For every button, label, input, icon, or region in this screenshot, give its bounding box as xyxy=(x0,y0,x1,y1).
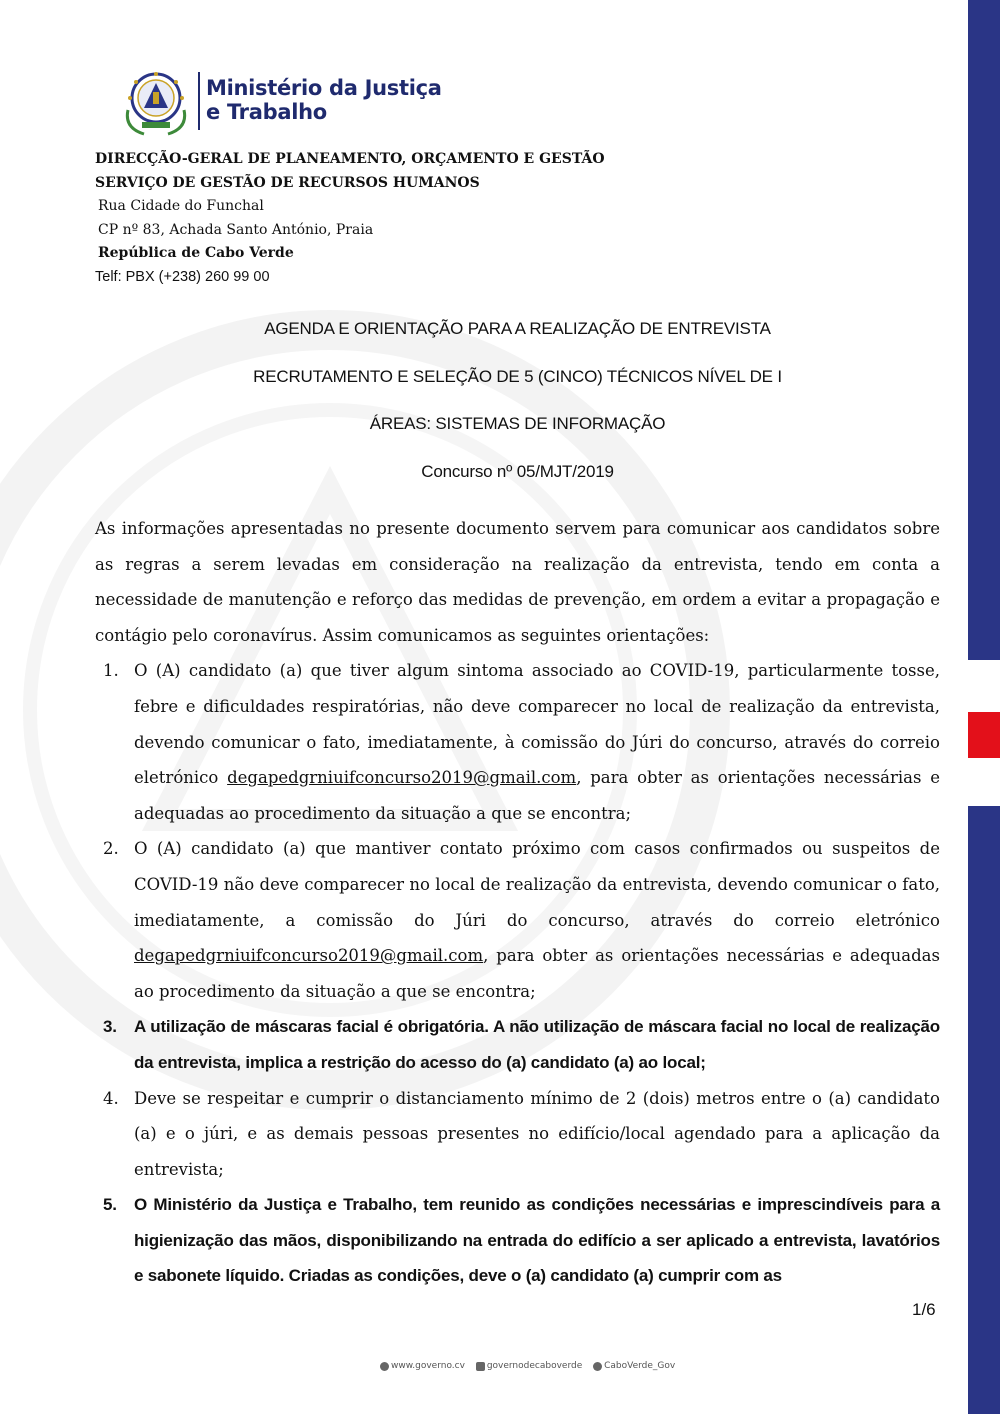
list-item-number: 5. xyxy=(103,1195,117,1215)
list-item-number: 2. xyxy=(103,839,119,859)
side-stripe-blue-top xyxy=(968,0,1000,660)
list-item-number: 3. xyxy=(103,1017,117,1037)
list-item-text: Deve se respeitar e cumprir o distanciamento mínimo de 2 (dois) metros entre o (a) candidato (a) e o júri, e as demais pessoas presentes no edifício/local agendado para a aplicação da entrevista; xyxy=(134,1088,940,1179)
email-link[interactable]: degapedgrniuifconcurso2019@gmail.com xyxy=(134,946,484,966)
directorate-line: DIRECÇÃO-GERAL DE PLANEAMENTO, ORÇAMENTO E GESTÃO xyxy=(95,151,605,167)
list-item-text: O (A) candidato (a) que tiver algum sintoma associado ao COVID-19, particularmente tosse, febre e dificuldades respiratórias, não deve comparecer no local de realização da entrevista, devendo comunicar o fato, imediatamente, à comissão do Júri do concurso, através do correio eletrónico xyxy=(134,661,940,788)
side-stripe-blue-bottom xyxy=(968,806,1000,1414)
footer-twitter[interactable]: CaboVerde_Gov xyxy=(604,1361,676,1371)
twitter-icon xyxy=(593,1362,602,1371)
list-item-number: 1. xyxy=(103,661,119,681)
rules-list xyxy=(95,653,940,1294)
list-item xyxy=(95,1081,940,1188)
address-country: República de Cabo Verde xyxy=(98,245,294,261)
list-item xyxy=(95,831,940,1009)
globe-icon xyxy=(380,1362,389,1371)
address-postal: CP nº 83, Achada Santo António, Praia xyxy=(98,221,374,238)
list-item xyxy=(95,1009,940,1080)
page-number: 1/6 xyxy=(912,1300,936,1319)
list-item-text: O Ministério da Justiça e Trabalho, tem reunido as condições necessárias e imprescindíveis para a higienização das mãos, disponibilizando na entrada do edifício a ser aplicado a entrevista, lavatórios e sabonete líquido. Criadas as condições, deve o (a) candidato (a) cumprir com as xyxy=(134,1195,940,1286)
list-item-text: A utilização de máscaras facial é obrigatória. A não utilização de máscara facial no local de realização da entrevista, implica a restrição do acesso do (a) candidato (a) ao local; xyxy=(134,1017,940,1072)
list-item xyxy=(95,653,940,831)
sender-header xyxy=(95,148,605,289)
list-item-text: , para obter as orientações necessárias e adequadas ao procedimento da situação a que se encontra; xyxy=(134,768,940,823)
footer-facebook[interactable]: governodecaboverde xyxy=(486,1361,583,1371)
recruitment-title: RECRUTAMENTO E SELEÇÃO DE 5 (CINCO) TÉCNICOS NÍVEL DE I xyxy=(253,367,782,386)
footer-website[interactable]: www.governo.cv xyxy=(391,1361,465,1371)
ministry-logo xyxy=(118,66,442,138)
document-title: AGENDA E ORIENTAÇÃO PARA A REALIZAÇÃO DE ENTREVISTA xyxy=(264,319,771,338)
address-street: Rua Cidade do Funchal xyxy=(98,198,264,214)
ministry-name xyxy=(206,76,442,124)
document-body xyxy=(95,511,940,1294)
service-line: SERVIÇO DE GESTÃO DE RECURSOS HUMANOS xyxy=(95,174,480,191)
ministry-name-line1: Ministério da Justiça xyxy=(206,76,442,100)
list-item-text: O (A) candidato (a) que mantiver contato próximo com casos confirmados ou suspeitos de COVID-19 não deve comparecer no local de realização da entrevista, devendo comunicar o fato, imediatamente, a comissão do Júri do concurso, através do correio eletrónico xyxy=(134,839,940,930)
areas-title: ÁREAS: SISTEMAS DE INFORMAÇÃO xyxy=(369,414,666,433)
list-item-text: , para obter as orientações necessárias e adequadas ao procedimento da situação a que se encontra; xyxy=(134,946,940,1001)
phone-line: Telf: PBX (+238) 260 99 00 xyxy=(95,268,270,285)
ministry-name-line2: e Trabalho xyxy=(206,100,327,124)
coat-of-arms-icon xyxy=(118,66,194,138)
list-item-number: 4. xyxy=(103,1088,119,1108)
footer-social xyxy=(380,1361,675,1372)
logo-divider xyxy=(198,72,200,130)
facebook-icon xyxy=(476,1362,485,1371)
list-item xyxy=(95,1187,940,1294)
intro-paragraph: As informações apresentadas no presente documento servem para comunicar aos candidatos sobre as regras a serem levadas em consideração na realização da entrevista, tendo em conta a necessidade de manutenção e reforço das medidas de prevenção, em ordem a evitar a propagação e contágio pelo coronavírus. Assim comunicamos as seguintes orientações: xyxy=(95,519,940,645)
side-stripe-red xyxy=(968,712,1000,758)
email-link[interactable]: degapedgrniuifconcurso2019@gmail.com xyxy=(227,768,577,788)
contest-number: Concurso nº 05/MJT/2019 xyxy=(421,462,614,481)
